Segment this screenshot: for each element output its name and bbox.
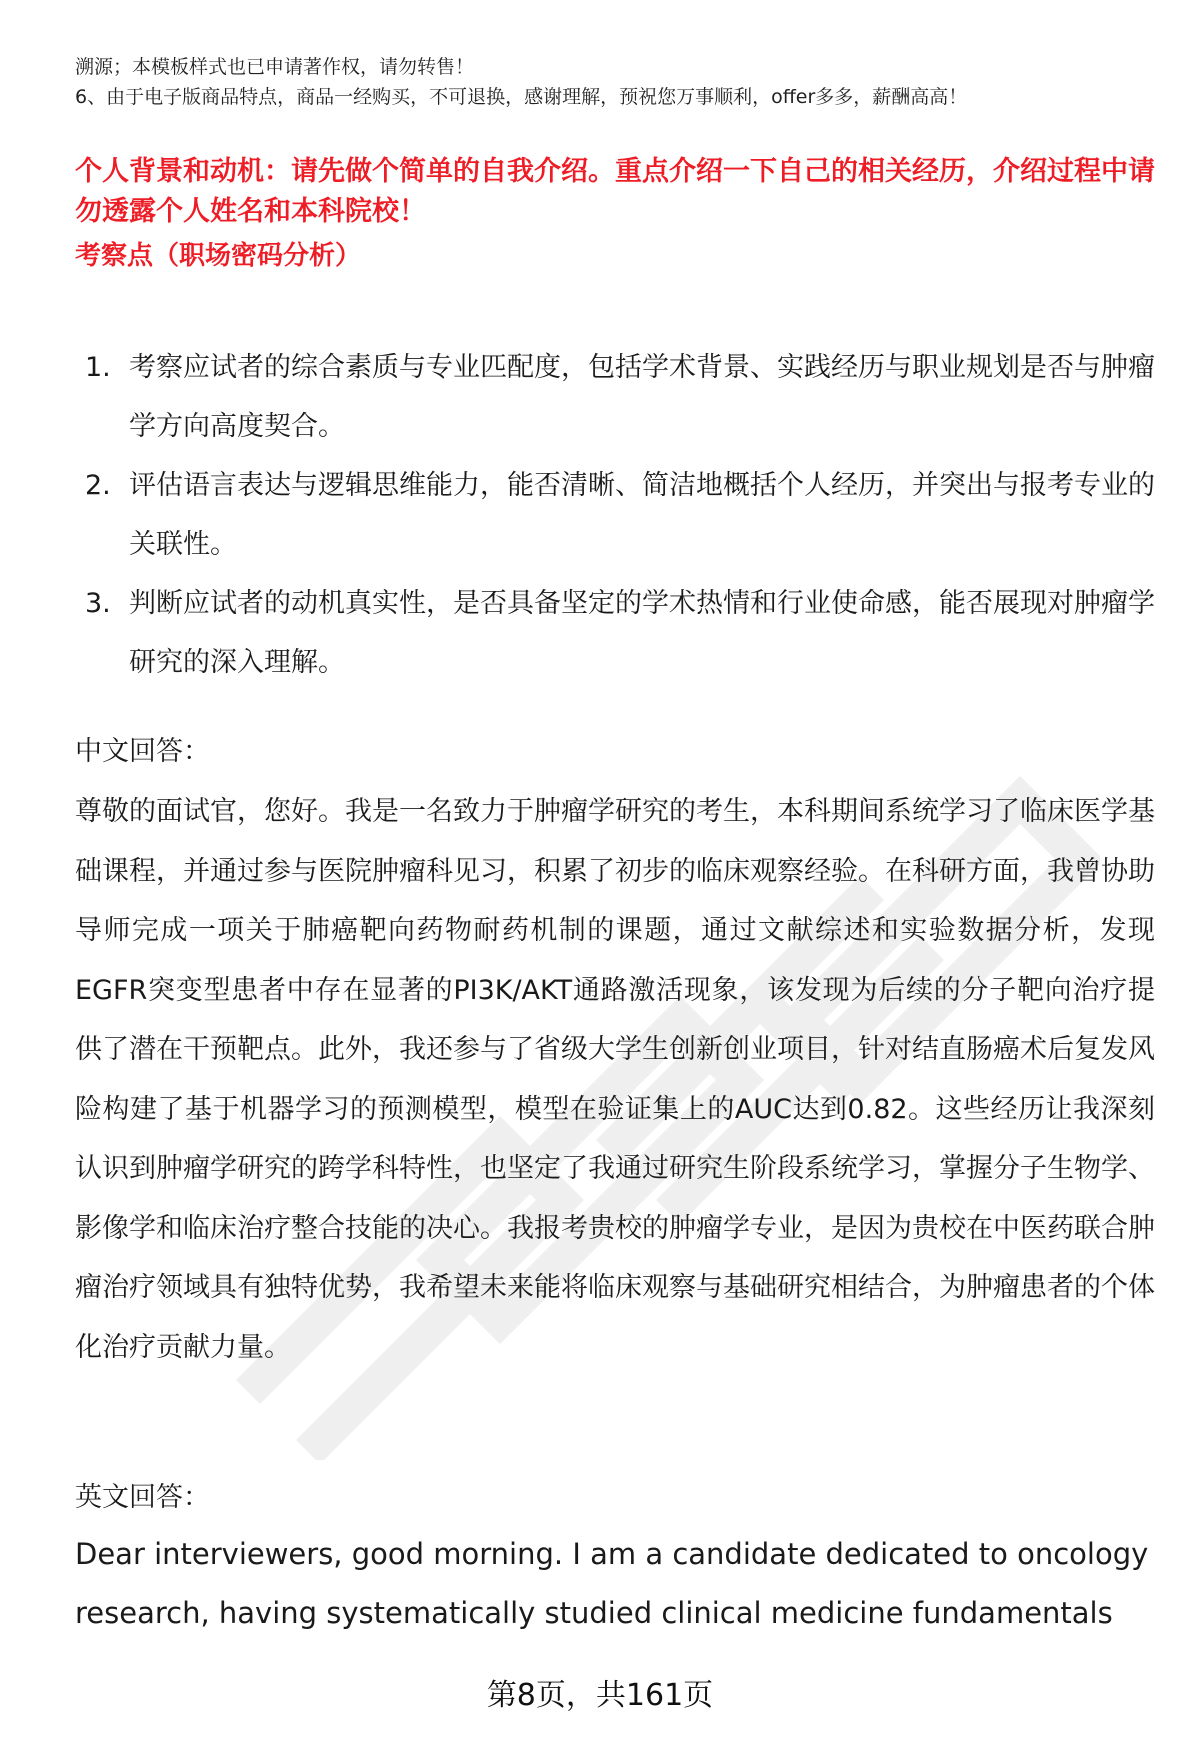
english-answer-text: Dear interviewers, good morning. I am a candidate dedicated to oncology research, having systematically studied clinical medicine fundamentals: [75, 1537, 1149, 1630]
analysis-point-3-number: 3.: [85, 588, 111, 619]
analysis-point-3: [75, 574, 1155, 692]
analysis-point-3-text: 判断应试者的动机真实性，是否具备坚定的学术热情和行业使命感，能否展现对肿瘤学研究的深入理解。: [129, 588, 1155, 678]
analysis-point-2-number: 2.: [85, 470, 111, 501]
chinese-answer-label: 中文回答：: [75, 736, 210, 767]
analysis-point-2-text: 评估语言表达与逻辑思维能力，能否清晰、简洁地概括个人经历，并突出与报考专业的关联性。: [129, 470, 1155, 560]
question-heading: 个人背景和动机：请先做个简单的自我介绍。重点介绍一下自己的相关经历，介绍过程中请勿透露个人姓名和本科院校！: [75, 156, 1155, 227]
english-answer-label: 英文回答：: [75, 1482, 210, 1513]
note-line-1: 溯源；本模板样式也已申请著作权，请勿转售！: [75, 56, 475, 78]
chinese-answer-text: 尊敬的面试官，您好。我是一名致力于肿瘤学研究的考生，本科期间系统学习了临床医学基础课程，并通过参与医院肿瘤科见习，积累了初步的临床观察经验。在科研方面，我曾协助导师完成一项关于肺癌靶向药物耐药机制的课题，通过文献综述和实验数据分析，发现EGFR突变型患者中存在显著的PI3K/AKT通路激活现象，该发现为后续的分子靶向治疗提供了潜在干预靶点。此外，我还参与了省级大学生创新创业项目，针对结直肠癌术后复发风险构建了基于机器学习的预测模型，模型在验证集上的AUC达到0.82。这些经历让我深刻认识到肿瘤学研究的跨学科特性，也坚定了我通过研究生阶段系统学习，掌握分子生物学、影像学和临床治疗整合技能的决心。我报考贵校的肿瘤学专业，是因为贵校在中医药联合肿瘤治疗领域具有独特优势，我希望未来能将临床观察与基础研究相结合，为肿瘤患者的个体化治疗贡献力量。: [75, 796, 1155, 1363]
analysis-point-1: [75, 338, 1155, 456]
page-footer: 第8页，共161页: [486, 1678, 714, 1713]
analysis-point-1-number: 1.: [85, 352, 111, 383]
analysis-points-list: [75, 338, 1155, 692]
analysis-point-2: [75, 456, 1155, 574]
analysis-heading: 考察点（职场密码分析）: [75, 241, 362, 271]
note-line-2: 6、由于电子版商品特点，商品一经购买，不可退换，感谢理解，预祝您万事顺利，offer多多，薪酬高高！: [75, 86, 968, 108]
analysis-point-1-text: 考察应试者的综合素质与专业匹配度，包括学术背景、实践经历与职业规划是否与肿瘤学方向高度契合。: [129, 352, 1155, 442]
